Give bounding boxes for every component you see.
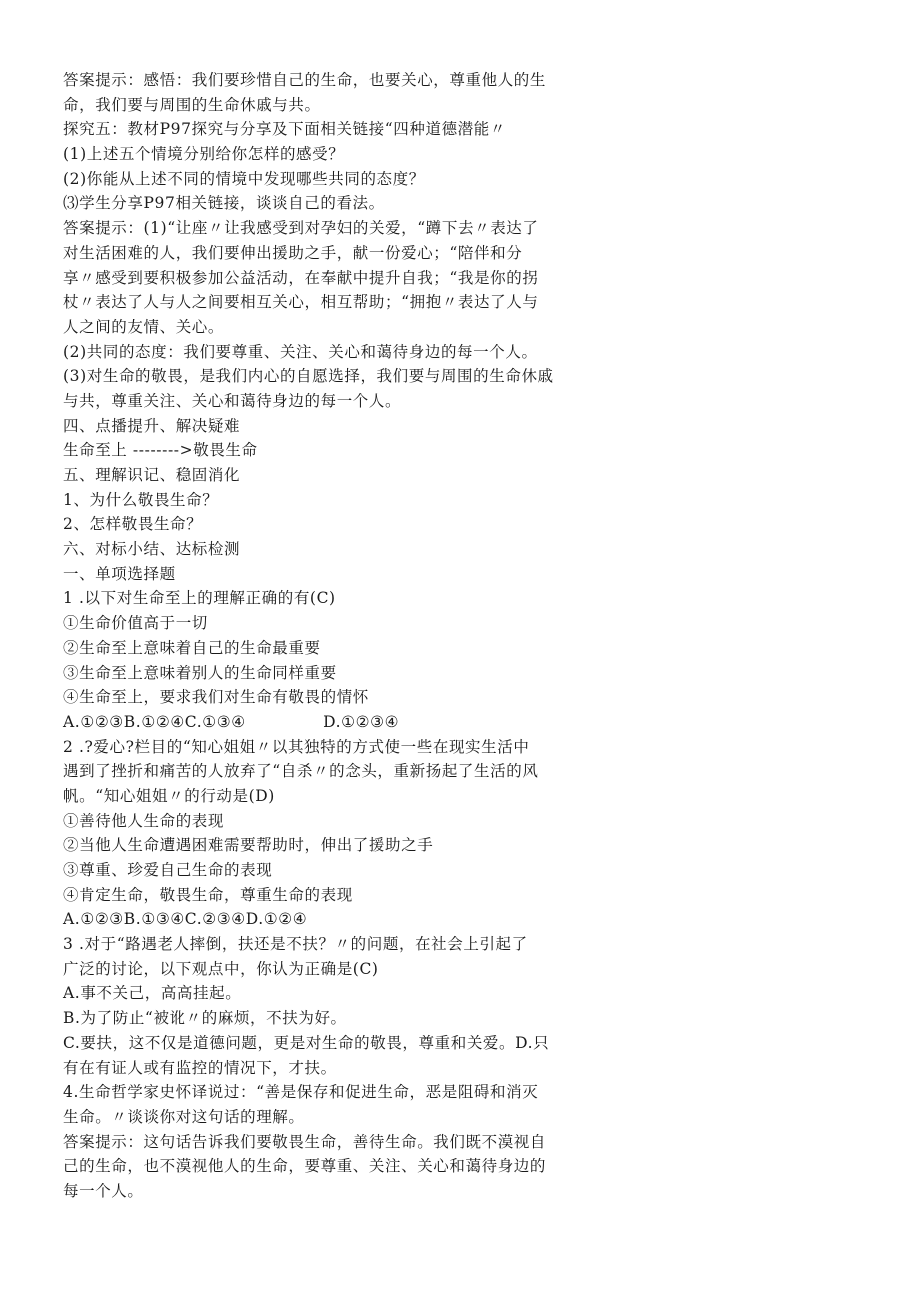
question-line: 3 .对于“路遇老人摔倒，扶还是不扶？〃的问题，在社会上引起了 (63, 935, 528, 954)
option-line: ③生命至上意味着别人的生命同样重要 (63, 663, 337, 682)
text-line: (3)对生命的敬畏，是我们内心的自愿选择，我们要与周围的生命休戚 (63, 367, 554, 386)
section-heading: 一、单项选择题 (63, 564, 176, 583)
section-heading: 探究五：教材P97探究与分享及下面相关链接“四种道德潜能〃 (63, 120, 506, 139)
option-line: B.为了防止“被讹〃的麻烦，不扶为好。 (63, 1009, 347, 1028)
text-line: 命，我们要与周围的生命休戚与共。 (63, 95, 321, 114)
question-line: 2 .?爱心?栏目的“知心姐姐〃以其独特的方式使一些在现实生活中 (63, 737, 530, 756)
text-line: 享〃感受到要积极参加公益活动，在奉献中提升自我；“我是你的拐 (63, 268, 539, 287)
option-line: ③尊重、珍爱自己生命的表现 (63, 861, 273, 879)
option-line: ④生命至上，要求我们对生命有敬畏的情怀 (63, 688, 369, 707)
question-line: 广泛的讨论，以下观点中，你认为正确是(C) (63, 959, 379, 978)
text-line: 与共，尊重关注、关心和蔼待身边的每一个人。 (63, 391, 402, 410)
choice-line: A.①②③B.①③④C.②③④D.①②④ (63, 910, 308, 929)
option-line: ②当他人生命遭遇困难需要帮助时，伸出了援助之手 (63, 836, 434, 855)
text-line: 答案提示：感悟：我们要珍惜自己的生命，也要关心，尊重他人的生 (63, 71, 547, 89)
question-line: (2)你能从上述不同的情境中发现哪些共同的态度？ (63, 169, 425, 188)
text-line: 人之间的友情、关心。 (63, 317, 225, 336)
option-line: ②生命至上意味着自己的生命最重要 (63, 638, 321, 657)
text-line: 答案提示：(1)“让座〃让我感受到对孕妇的关爱，“蹲下去〃表达了 (63, 219, 539, 238)
text-line: 答案提示：这句话告诉我们要敬畏生命，善待生命。我们既不漠视自 (63, 1132, 547, 1151)
option-line: ①善待他人生命的表现 (63, 811, 225, 830)
section-heading: 五、理解识记、稳固消化 (63, 466, 241, 484)
question-line: ⑶学生分享P97相关链接，谈谈自己的看法。 (63, 194, 385, 213)
question-line: 遇到了挫折和痛苦的人放弃了“自杀〃的念头，重新扬起了生活的风 (63, 762, 539, 781)
question-line: (1)上述五个情境分别给你怎样的感受？ (63, 145, 345, 164)
option-line: A.事不关己，高高挂起。 (63, 984, 242, 1003)
choice-line: A.①②③B.①②④C.①③④ D.①②③④ (63, 712, 400, 731)
option-line: ④肯定生命，敬畏生命，尊重生命的表现 (63, 885, 353, 904)
option-line: ①生命价值高于一切 (63, 614, 208, 633)
question-line: 4.生命哲学家史怀译说过：“善是保存和促进生命，恶是阻碍和消灭 (63, 1083, 539, 1102)
section-heading: 六、对标小结、达标检测 (63, 540, 241, 559)
text-line: 杖〃表达了人与人之间要相互关心，相互帮助；“拥抱〃表达了人与 (63, 293, 539, 312)
text-line: 己的生命，也不漠视他人的生命，要尊重、关注、关心和蔼待身边的 (63, 1157, 547, 1176)
section-heading: 四、点播提升、解决疑难 (63, 416, 241, 435)
text-line: (2)共同的态度：我们要尊重、关注、关心和蔼待身边的每一个人。 (63, 342, 538, 361)
document-page (63, 68, 593, 1204)
question-line: 2、怎样敬畏生命？ (63, 515, 203, 534)
option-line: C.要扶，这不仅是道德问题，更是对生命的敬畏，尊重和关爱。D.只 (63, 1033, 550, 1052)
question-line: 生命。〃谈谈你对这句话的理解。 (63, 1107, 305, 1126)
question-line: 1 .以下对生命至上的理解正确的有(C) (63, 589, 336, 608)
option-line: 有在有证人或有监控的情况下，才扶。 (63, 1058, 337, 1077)
question-line: 帆。“知心姐姐〃的行动是(D) (63, 786, 275, 805)
text-line: 对生活困难的人，我们要伸出援助之手，献一份爱心；“陪伴和分 (63, 243, 523, 262)
question-line: 1、为什么敬畏生命？ (63, 490, 219, 509)
text-line: 每一个人。 (63, 1181, 144, 1200)
text-line: 生命至上 -------->敬畏生命 (63, 441, 258, 460)
